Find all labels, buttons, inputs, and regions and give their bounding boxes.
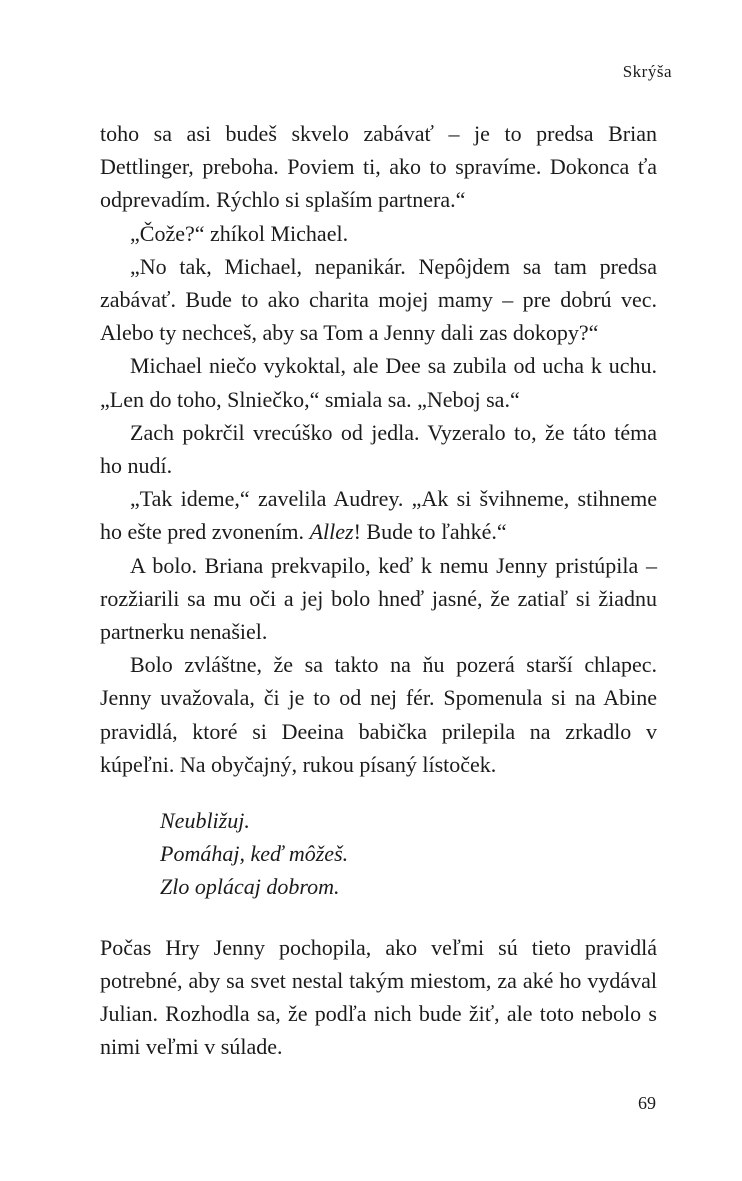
running-head: Skrýša [622, 62, 672, 81]
paragraph: A bolo. Briana prekvapilo, keď k nemu Jenny pristúpila – rozžiarili sa mu oči a jej bolo hneď jasné, že zatiaľ si žiadnu partnerku nenašiel. [100, 552, 657, 645]
italic-word: Allez [309, 519, 354, 545]
paragraph: „Čože?“ zhíkol Michael. [130, 220, 349, 246]
paragraph: Michael niečo vykoktal, ale Dee sa zubila od ucha k uchu. „Len do toho, Slniečko,“ smiala sa. „Neboj sa.“ [100, 353, 657, 412]
paragraph: Bolo zvláštne, že sa takto na ňu pozerá starší chlapec. Jenny uvažovala, či je to od nej fér. Spomenula si na Abine pravidlá, ktoré si Deeina babička prilepila na zrkadlo v kúpeľni. Na obyčajný, rukou písaný lístoček. [100, 652, 657, 777]
closing-paragraph: Počas Hry Jenny pochopila, ako veľmi sú tieto pravidlá potrebné, aby sa svet nestal takým miestom, za aké ho vydával Julian. Rozhodla sa, že podľa nich bude žiť, ale toto nebolo s nimi veľmi v súlade. [100, 934, 657, 1060]
paragraph: „No tak, Michael, nepanikár. Nepôjdem sa tam predsa zabávať. Bude to ako charita mojej mamy – pre dobrú vec. Alebo ty nechceš, aby sa Tom a Jenny dali zas dokopy?“ [100, 253, 657, 346]
verse-line: Pomáhaj, keď môžeš. [160, 841, 349, 867]
body-text [100, 117, 657, 1063]
paragraph-continuation: toho sa asi budeš skvelo zabávať – je to predsa Brian Dettlinger, preboha. Poviem ti, ako to spravíme. Dokonca ťa odprevadím. Rýchlo si splaším partnera.“ [100, 121, 657, 213]
page-number: 69 [638, 1093, 656, 1113]
paragraph: Zach pokrčil vrecúško od jedla. Vyzeralo to, že táto téma ho nudí. [100, 419, 657, 479]
paragraph-text: ! Bude to ľahké.“ [353, 519, 507, 545]
verse-block [160, 804, 657, 904]
verse-line: Zlo oplácaj dobrom. [160, 874, 340, 900]
verse-line: Neubližuj. [160, 808, 250, 834]
paragraph-text: „Tak ideme,“ zavelila Audrey. „Ak si švihneme, stihneme ho ešte pred zvonením. [100, 486, 657, 545]
paragraph-with-italic [100, 482, 657, 548]
